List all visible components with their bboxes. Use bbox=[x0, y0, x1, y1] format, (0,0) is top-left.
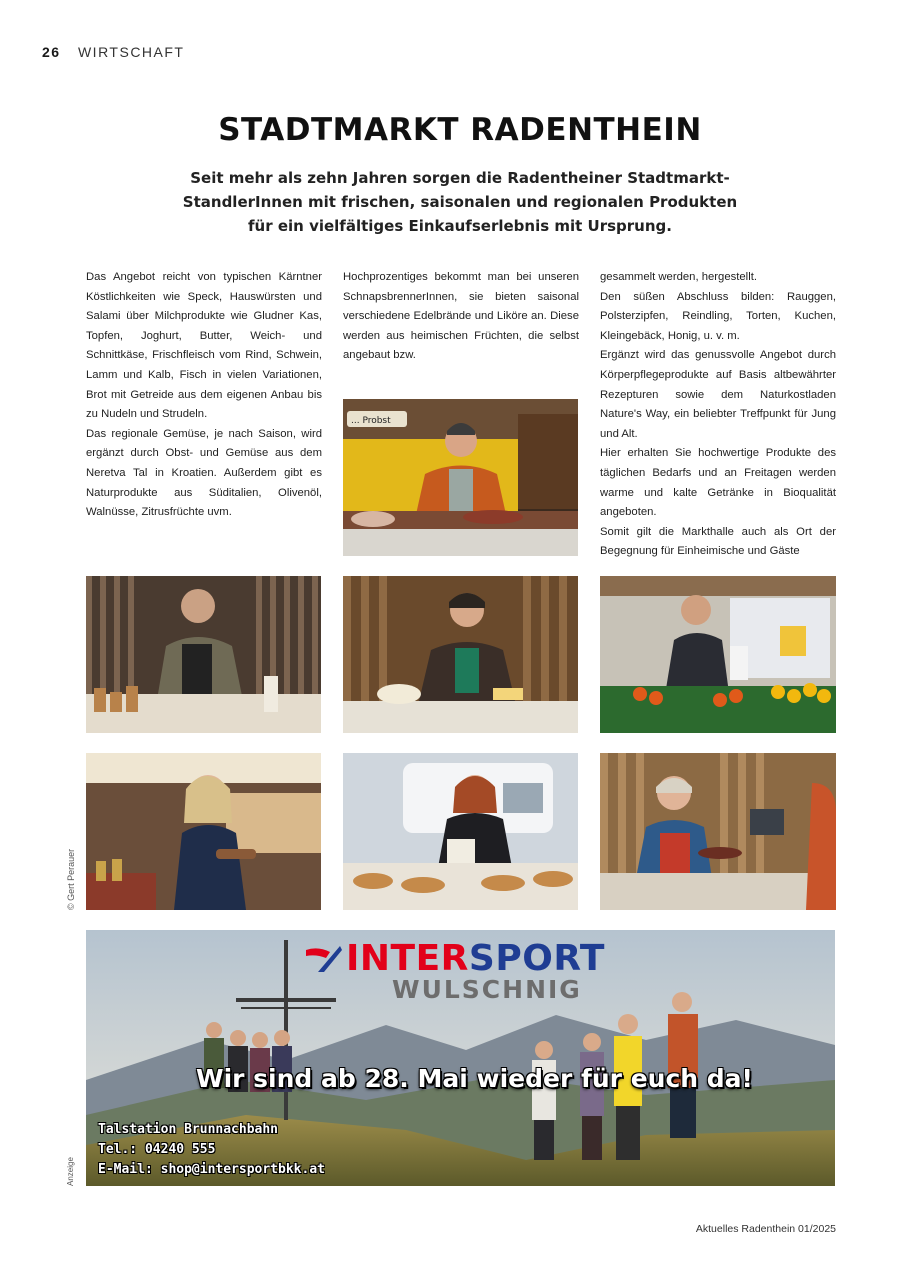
article-title: STADTMARKT RADENTHEIN bbox=[218, 112, 702, 148]
intersport-logo bbox=[304, 938, 605, 1004]
photo-meat-stand bbox=[343, 399, 578, 556]
page-number: 26 bbox=[42, 44, 61, 60]
paragraph: Somit gilt die Markthalle auch als Ort der Begegnung für Einheimische und Gäste bbox=[600, 525, 836, 558]
paragraph: Das Angebot reicht von typischen Kärntner Köstlichkeiten wie Speck, Hauswürsten und Salami über Milchprodukte wie Gludner Kas, Topfen, Joghurt, Butter, Weich- und Schnittkäse, Frischfleisch vom Rind, Schwein, Lamm und Kalb, Fisch in vielen Variationen, Brot mit Getreide aus dem eigenen Anbau bis zu Nudeln und Strudeln. bbox=[86, 271, 322, 421]
paragraph: Hochprozentiges bekommt man bei unseren SchnapsbrennerInnen, sie bieten saisonal verschiedene Edelbrände und Liköre an. Diese werden aus heimischen Früchten, die selbst angebaut bzw. bbox=[343, 271, 579, 362]
page-header bbox=[42, 44, 184, 60]
paragraph: Den süßen Abschluss bilden: Rauggen, Polsterzipfen, Reindling, Torten, Kuchen, Kleingebäck, Honig, u. v. m. bbox=[600, 290, 836, 342]
photo-vendor-fruit bbox=[600, 576, 836, 733]
photo-vendor-honey bbox=[86, 753, 321, 910]
advertisement-banner[interactable] bbox=[86, 930, 835, 1186]
paragraph: Das regionale Gemüse, je nach Saison, wird ergänzt durch Obst- und Gemüse aus dem Neretva Tal in Kroatien. Außerdem gibt es Naturprodukte aus Süditalien, Olivenöl, Walnüsse, Zitrusfrüchte uvm. bbox=[86, 427, 322, 519]
paragraph: Ergänzt wird das genussvolle Angebot durch Körperpflegeprodukte auf Basis altbewährter Rezepturen sowie dem Naturkostladen Nature's Way, ein beliebter Treffpunkt für Jung und Alt. bbox=[600, 349, 836, 440]
brand-name-sport: SPORT bbox=[468, 938, 605, 979]
text-column-1 bbox=[86, 268, 322, 523]
ad-address: Talstation Brunnachbahn bbox=[98, 1122, 279, 1137]
photo-vendor-products bbox=[86, 576, 321, 733]
paragraph: Hier erhalten Sie hochwertige Produkte des täglichen Bedarfs und an Freitagen werden warme und kalte Getränke in Bioqualität angeboten. bbox=[600, 447, 836, 519]
text-column-3 bbox=[600, 268, 836, 562]
text-column-2 bbox=[343, 268, 579, 366]
ad-phone[interactable]: Tel.: 04240 555 bbox=[98, 1142, 216, 1157]
intersport-swoosh-icon bbox=[304, 944, 342, 974]
brand-subtitle: WULSCHNIG bbox=[392, 975, 582, 1004]
photo-credit: © Gert Perauer bbox=[66, 848, 76, 910]
paragraph: gesammelt werden, hergestellt. bbox=[600, 271, 757, 283]
article-lead: Seit mehr als zehn Jahren sorgen die Radentheiner Stadtmarkt-StandlerInnen mit frischen, saisonalen und regionalen Produkten für ein vielfältiges Einkaufserlebnis mit Ursprung. bbox=[182, 169, 738, 235]
photo-vendor-meat bbox=[600, 753, 836, 910]
ad-slogan: Wir sind ab 28. Mai wieder für euch da! bbox=[196, 1064, 753, 1093]
page-footer: Aktuelles Radenthein 01/2025 bbox=[695, 1223, 836, 1235]
stand-sign: ... Probst bbox=[351, 416, 391, 426]
photo-vendor-bakery bbox=[343, 753, 578, 910]
section-name: WIRTSCHAFT bbox=[77, 44, 185, 60]
ad-email[interactable]: E-Mail: shop@intersportbkk.at bbox=[98, 1162, 325, 1177]
ad-label: Anzeige bbox=[66, 1157, 75, 1186]
ad-contact-info bbox=[98, 1120, 325, 1180]
brand-name-inter: INTER bbox=[346, 938, 469, 979]
photo-vendor-cheese bbox=[343, 576, 578, 733]
